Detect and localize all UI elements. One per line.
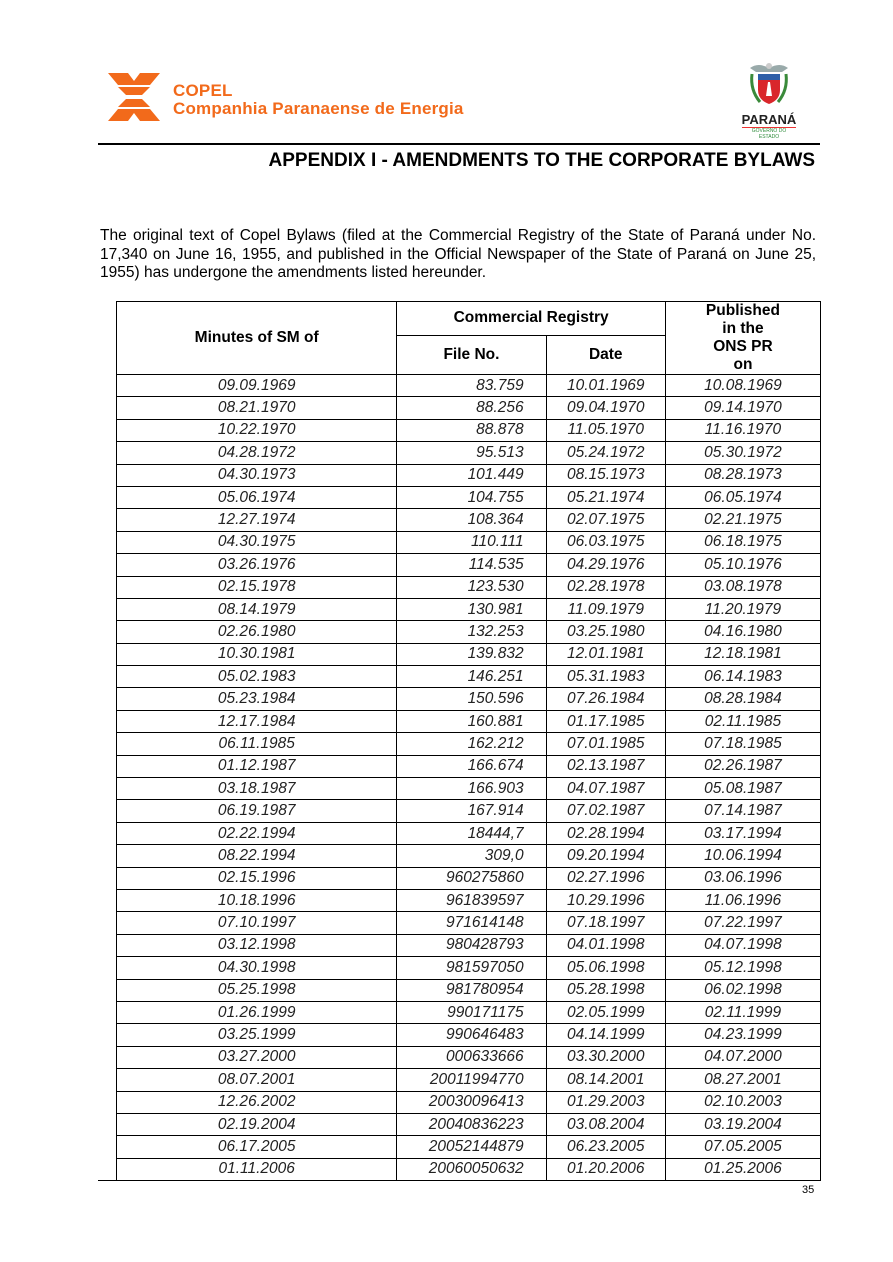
table-row [117, 755, 821, 777]
registry-date-cell: 01.20.2006 [546, 1158, 665, 1180]
registry-date-cell: 02.13.1987 [546, 755, 665, 777]
published-date-cell: 11.06.1996 [665, 889, 820, 911]
published-date-cell: 05.12.1998 [665, 957, 820, 979]
table-row [117, 554, 821, 576]
minutes-date-cell: 08.22.1994 [117, 845, 397, 867]
published-date-cell: 05.10.1976 [665, 554, 820, 576]
state-name: PARANÁ [741, 112, 797, 127]
table-row [117, 531, 821, 553]
registry-date-cell: 04.07.1987 [546, 778, 665, 800]
file-no-cell: 108.364 [397, 509, 546, 531]
file-no-cell: 162.212 [397, 733, 546, 755]
table-row [117, 845, 821, 867]
minutes-date-cell: 03.18.1987 [117, 778, 397, 800]
table-row [117, 375, 821, 397]
table-row [117, 1069, 821, 1091]
registry-date-cell: 11.09.1979 [546, 598, 665, 620]
file-no-cell: 139.832 [397, 643, 546, 665]
registry-date-cell: 04.01.1998 [546, 934, 665, 956]
minutes-date-cell: 12.27.1974 [117, 509, 397, 531]
registry-date-cell: 02.28.1994 [546, 822, 665, 844]
table-row [117, 1024, 821, 1046]
registry-date-cell: 02.05.1999 [546, 1001, 665, 1023]
registry-date-cell: 10.01.1969 [546, 375, 665, 397]
table-row [117, 957, 821, 979]
minutes-date-cell: 09.09.1969 [117, 375, 397, 397]
published-date-cell: 03.08.1978 [665, 576, 820, 598]
amendments-table [116, 301, 821, 1181]
published-date-cell: 02.10.2003 [665, 1091, 820, 1113]
minutes-date-cell: 05.06.1974 [117, 486, 397, 508]
published-date-cell: 08.28.1984 [665, 688, 820, 710]
table-row [117, 800, 821, 822]
minutes-date-cell: 06.19.1987 [117, 800, 397, 822]
table-row [117, 1113, 821, 1135]
registry-date-cell: 06.23.2005 [546, 1136, 665, 1158]
registry-date-cell: 02.27.1996 [546, 867, 665, 889]
file-no-cell: 000633666 [397, 1046, 546, 1068]
table-row [117, 442, 821, 464]
table-row [117, 464, 821, 486]
file-no-cell: 166.674 [397, 755, 546, 777]
minutes-date-cell: 02.22.1994 [117, 822, 397, 844]
registry-date-cell: 07.01.1985 [546, 733, 665, 755]
file-no-cell: 130.981 [397, 598, 546, 620]
table-row [117, 889, 821, 911]
file-no-cell: 167.914 [397, 800, 546, 822]
file-no-cell: 20060050632 [397, 1158, 546, 1180]
registry-date-cell: 05.06.1998 [546, 957, 665, 979]
minutes-date-cell: 01.26.1999 [117, 1001, 397, 1023]
minutes-date-cell: 06.11.1985 [117, 733, 397, 755]
file-no-cell: 95.513 [397, 442, 546, 464]
registry-date-cell: 11.05.1970 [546, 419, 665, 441]
header-date: Date [546, 335, 665, 374]
published-date-cell: 06.02.1998 [665, 979, 820, 1001]
published-date-cell: 07.18.1985 [665, 733, 820, 755]
table-row [117, 397, 821, 419]
registry-date-cell: 02.07.1975 [546, 509, 665, 531]
registry-date-cell: 05.31.1983 [546, 666, 665, 688]
file-no-cell: 101.449 [397, 464, 546, 486]
minutes-date-cell: 03.27.2000 [117, 1046, 397, 1068]
registry-date-cell: 01.29.2003 [546, 1091, 665, 1113]
published-date-cell: 02.11.1999 [665, 1001, 820, 1023]
published-date-cell: 03.19.2004 [665, 1113, 820, 1135]
registry-date-cell: 09.04.1970 [546, 397, 665, 419]
file-no-cell: 114.535 [397, 554, 546, 576]
header-file-no: File No. [397, 335, 546, 374]
registry-date-cell: 03.25.1980 [546, 621, 665, 643]
file-no-cell: 990171175 [397, 1001, 546, 1023]
published-date-cell: 10.06.1994 [665, 845, 820, 867]
minutes-date-cell: 10.30.1981 [117, 643, 397, 665]
header-published: Published in the ONS PR on [665, 302, 820, 375]
file-no-cell: 132.253 [397, 621, 546, 643]
minutes-date-cell: 12.26.2002 [117, 1091, 397, 1113]
table-row [117, 1091, 821, 1113]
file-no-cell: 104.755 [397, 486, 546, 508]
minutes-date-cell: 10.22.1970 [117, 419, 397, 441]
registry-date-cell: 06.03.1975 [546, 531, 665, 553]
minutes-date-cell: 05.25.1998 [117, 979, 397, 1001]
minutes-date-cell: 04.30.1975 [117, 531, 397, 553]
file-no-cell: 971614148 [397, 912, 546, 934]
published-date-cell: 06.18.1975 [665, 531, 820, 553]
registry-date-cell: 07.18.1997 [546, 912, 665, 934]
published-date-cell: 04.07.1998 [665, 934, 820, 956]
published-date-cell: 11.20.1979 [665, 598, 820, 620]
page-number: 35 [802, 1184, 815, 1196]
table-row [117, 822, 821, 844]
header-divider [98, 143, 820, 145]
minutes-date-cell: 02.19.2004 [117, 1113, 397, 1135]
file-no-cell: 980428793 [397, 934, 546, 956]
state-subtitle: GOVERNO DO ESTADO [742, 127, 796, 140]
file-no-cell: 20052144879 [397, 1136, 546, 1158]
published-date-cell: 02.21.1975 [665, 509, 820, 531]
table-row [117, 1001, 821, 1023]
minutes-date-cell: 08.21.1970 [117, 397, 397, 419]
registry-date-cell: 04.14.1999 [546, 1024, 665, 1046]
file-no-cell: 981780954 [397, 979, 546, 1001]
table-row [117, 1158, 821, 1180]
parana-logo [736, 60, 802, 140]
copel-logo-icon [108, 73, 160, 121]
table-row [117, 598, 821, 620]
table-row [117, 1046, 821, 1068]
registry-date-cell: 05.24.1972 [546, 442, 665, 464]
table-body [117, 375, 821, 1181]
table-row [117, 912, 821, 934]
published-date-cell: 07.22.1997 [665, 912, 820, 934]
file-no-cell: 20040836223 [397, 1113, 546, 1135]
minutes-date-cell: 03.12.1998 [117, 934, 397, 956]
minutes-date-cell: 10.18.1996 [117, 889, 397, 911]
published-date-cell: 08.28.1973 [665, 464, 820, 486]
published-date-cell: 04.07.2000 [665, 1046, 820, 1068]
file-no-cell: 110.111 [397, 531, 546, 553]
minutes-date-cell: 04.28.1972 [117, 442, 397, 464]
published-date-cell: 03.17.1994 [665, 822, 820, 844]
file-no-cell: 123.530 [397, 576, 546, 598]
table-row [117, 934, 821, 956]
table-row [117, 710, 821, 732]
minutes-date-cell: 04.30.1973 [117, 464, 397, 486]
published-date-cell: 02.26.1987 [665, 755, 820, 777]
registry-date-cell: 05.28.1998 [546, 979, 665, 1001]
published-date-cell: 08.27.2001 [665, 1069, 820, 1091]
file-no-cell: 88.878 [397, 419, 546, 441]
page-title: APPENDIX I - AMENDMENTS TO THE CORPORATE BYLAWS [268, 150, 815, 171]
registry-date-cell: 04.29.1976 [546, 554, 665, 576]
minutes-date-cell: 03.25.1999 [117, 1024, 397, 1046]
file-no-cell: 18444,7 [397, 822, 546, 844]
registry-date-cell: 05.21.1974 [546, 486, 665, 508]
published-date-cell: 02.11.1985 [665, 710, 820, 732]
file-no-cell: 20011994770 [397, 1069, 546, 1091]
parana-coat-of-arms-icon [746, 60, 792, 106]
table-row [117, 486, 821, 508]
minutes-date-cell: 02.15.1978 [117, 576, 397, 598]
file-no-cell: 990646483 [397, 1024, 546, 1046]
file-no-cell: 83.759 [397, 375, 546, 397]
minutes-date-cell: 01.11.2006 [117, 1158, 397, 1180]
company-name [173, 82, 464, 118]
minutes-date-cell: 06.17.2005 [117, 1136, 397, 1158]
file-no-cell: 309,0 [397, 845, 546, 867]
registry-date-cell: 01.17.1985 [546, 710, 665, 732]
minutes-date-cell: 02.15.1996 [117, 867, 397, 889]
file-no-cell: 961839597 [397, 889, 546, 911]
footer-divider [98, 1180, 820, 1181]
published-date-cell: 05.30.1972 [665, 442, 820, 464]
table-row [117, 867, 821, 889]
registry-date-cell: 07.26.1984 [546, 688, 665, 710]
minutes-date-cell: 05.23.1984 [117, 688, 397, 710]
minutes-date-cell: 12.17.1984 [117, 710, 397, 732]
minutes-date-cell: 04.30.1998 [117, 957, 397, 979]
published-date-cell: 06.05.1974 [665, 486, 820, 508]
minutes-date-cell: 03.26.1976 [117, 554, 397, 576]
published-date-cell: 10.08.1969 [665, 375, 820, 397]
table-row [117, 419, 821, 441]
published-date-cell: 03.06.1996 [665, 867, 820, 889]
registry-date-cell: 03.08.2004 [546, 1113, 665, 1135]
published-date-cell: 11.16.1970 [665, 419, 820, 441]
file-no-cell: 20030096413 [397, 1091, 546, 1113]
file-no-cell: 88.256 [397, 397, 546, 419]
file-no-cell: 160.881 [397, 710, 546, 732]
published-date-cell: 07.05.2005 [665, 1136, 820, 1158]
published-date-cell: 04.23.1999 [665, 1024, 820, 1046]
minutes-date-cell: 05.02.1983 [117, 666, 397, 688]
minutes-date-cell: 01.12.1987 [117, 755, 397, 777]
file-no-cell: 960275860 [397, 867, 546, 889]
minutes-date-cell: 08.07.2001 [117, 1069, 397, 1091]
table-row [117, 733, 821, 755]
published-date-cell: 09.14.1970 [665, 397, 820, 419]
company-full-name: Companhia Paranaense de Energia [173, 99, 464, 118]
header-minutes: Minutes of SM of [117, 302, 397, 375]
published-date-cell: 01.25.2006 [665, 1158, 820, 1180]
file-no-cell: 981597050 [397, 957, 546, 979]
registry-date-cell: 08.15.1973 [546, 464, 665, 486]
registry-date-cell: 10.29.1996 [546, 889, 665, 911]
published-date-cell: 04.16.1980 [665, 621, 820, 643]
registry-date-cell: 02.28.1978 [546, 576, 665, 598]
table-row [117, 509, 821, 531]
published-date-cell: 12.18.1981 [665, 643, 820, 665]
minutes-date-cell: 07.10.1997 [117, 912, 397, 934]
registry-date-cell: 03.30.2000 [546, 1046, 665, 1068]
published-date-cell: 05.08.1987 [665, 778, 820, 800]
registry-date-cell: 09.20.1994 [546, 845, 665, 867]
table-row [117, 778, 821, 800]
table-row [117, 621, 821, 643]
table-row [117, 688, 821, 710]
table-row [117, 1136, 821, 1158]
company-short-name: COPEL [173, 81, 233, 100]
minutes-date-cell: 02.26.1980 [117, 621, 397, 643]
file-no-cell: 166.903 [397, 778, 546, 800]
minutes-date-cell: 08.14.1979 [117, 598, 397, 620]
table-row [117, 979, 821, 1001]
table-row [117, 576, 821, 598]
file-no-cell: 150.596 [397, 688, 546, 710]
table-row [117, 666, 821, 688]
published-date-cell: 06.14.1983 [665, 666, 820, 688]
table-row [117, 643, 821, 665]
header-commercial-registry: Commercial Registry [397, 302, 666, 336]
registry-date-cell: 08.14.2001 [546, 1069, 665, 1091]
registry-date-cell: 07.02.1987 [546, 800, 665, 822]
registry-date-cell: 12.01.1981 [546, 643, 665, 665]
published-date-cell: 07.14.1987 [665, 800, 820, 822]
intro-paragraph: The original text of Copel Bylaws (filed at the Commercial Registry of the State of Paraná under No. 17,340 on June 16, 1955, and published in the Official Newspaper of the State of Paraná on June 25, 1955) has undergone the amendments listed hereunder. [100, 227, 816, 282]
file-no-cell: 146.251 [397, 666, 546, 688]
